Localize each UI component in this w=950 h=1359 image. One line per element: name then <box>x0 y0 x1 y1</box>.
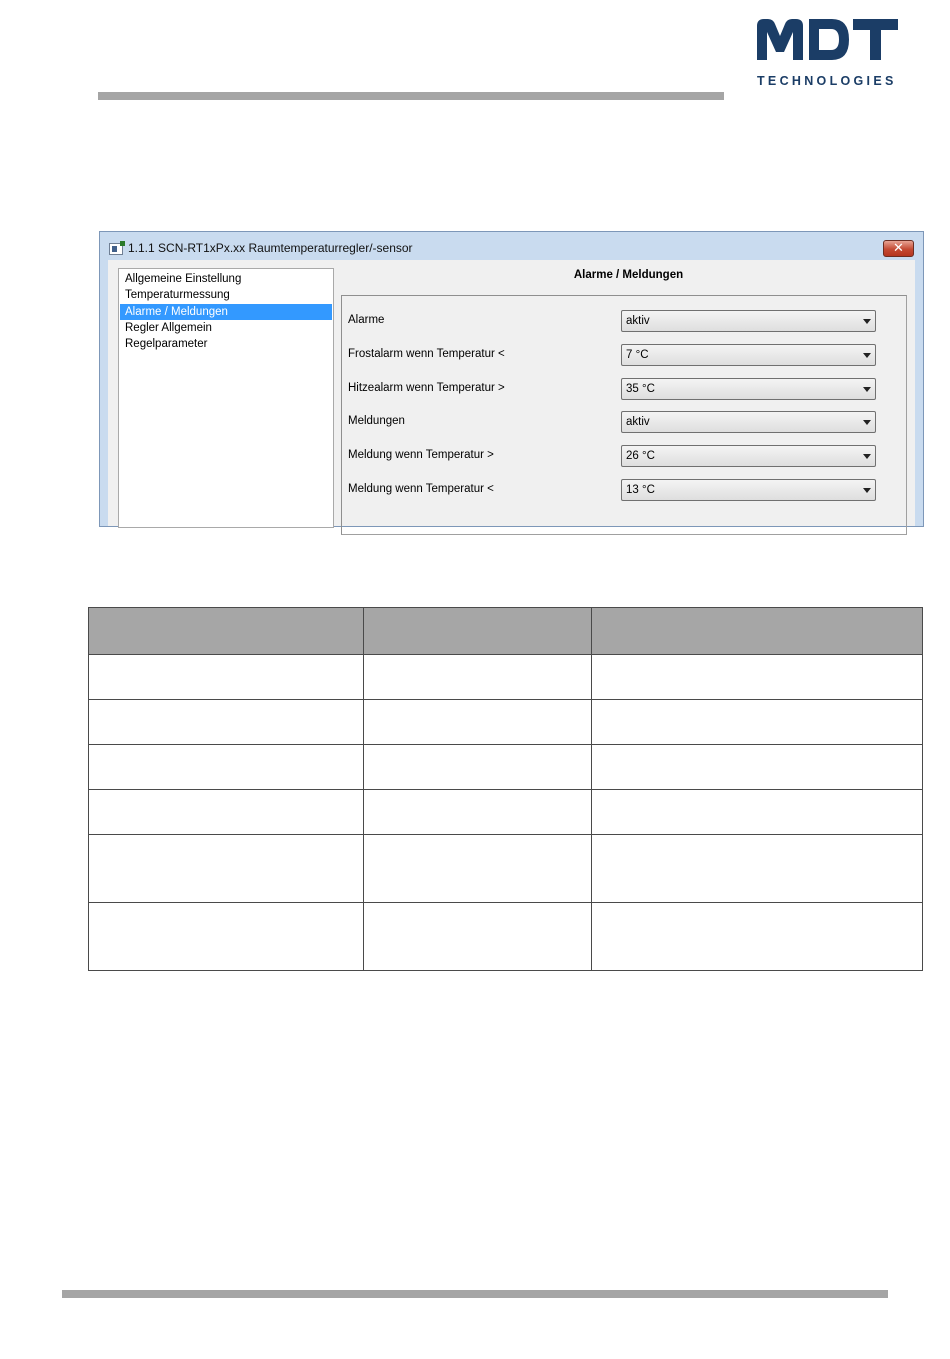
table-header-cell <box>89 608 364 655</box>
table-cell <box>592 655 923 700</box>
table-row <box>89 790 923 835</box>
table-cell <box>592 835 923 903</box>
frostalarm-select[interactable] <box>621 344 876 366</box>
table-cell <box>592 903 923 971</box>
param-row-hitzealarm <box>348 378 878 400</box>
table-cell <box>89 903 364 971</box>
table-row <box>89 655 923 700</box>
header-rule <box>98 92 724 100</box>
param-row-alarme <box>348 310 878 332</box>
select-value: 35 °C <box>626 383 655 395</box>
chevron-down-icon <box>863 319 871 324</box>
table-cell <box>363 655 592 700</box>
table-cell <box>363 790 592 835</box>
table-header-row <box>89 608 923 655</box>
parameter-table <box>88 607 923 971</box>
nav-item-regler-allgemein[interactable]: Regler Allgemein <box>125 321 212 334</box>
mdt-logo <box>756 18 901 90</box>
param-label: Meldung wenn Temperatur < <box>348 483 494 495</box>
select-value: aktiv <box>626 416 650 428</box>
footer-rule <box>62 1290 888 1298</box>
nav-item-allgemeine-einstellung[interactable]: Allgemeine Einstellung <box>125 273 242 285</box>
chevron-down-icon <box>863 353 871 358</box>
table-cell <box>89 835 364 903</box>
table-cell <box>89 745 364 790</box>
section-title: Alarme / Meldungen <box>573 269 684 281</box>
close-button[interactable]: ✕ <box>883 240 914 257</box>
table-row <box>89 700 923 745</box>
table-cell <box>363 745 592 790</box>
parameter-nav-list <box>118 268 334 528</box>
table-cell <box>363 700 592 745</box>
nav-item-alarme-meldungen[interactable]: Alarme / Meldungen <box>120 304 332 320</box>
nav-item-temperaturmessung[interactable]: Temperaturmessung <box>125 289 230 302</box>
meldung-groesser-select[interactable] <box>621 445 876 467</box>
param-label: Meldungen <box>348 415 405 427</box>
table-header-cell <box>363 608 592 655</box>
nav-item-regelparameter[interactable]: Regelparameter <box>125 338 208 351</box>
chevron-down-icon <box>863 488 871 493</box>
param-row-meldungen <box>348 411 878 433</box>
param-row-meldung-groesser <box>348 445 878 467</box>
chevron-down-icon <box>863 420 871 425</box>
table-cell <box>89 700 364 745</box>
hitzealarm-select[interactable] <box>621 378 876 400</box>
select-value: 26 °C <box>626 450 655 462</box>
table-cell <box>592 700 923 745</box>
table-header-cell <box>592 608 923 655</box>
table-cell <box>592 790 923 835</box>
window-app-icon <box>109 243 123 255</box>
window-title: 1.1.1 SCN-RT1xPx.xx Raumtemperaturregler/-sensor <box>128 241 413 255</box>
table-row <box>89 745 923 790</box>
window-client-area <box>108 260 915 526</box>
table-cell <box>592 745 923 790</box>
select-value: 13 °C <box>626 484 655 496</box>
param-label: Meldung wenn Temperatur > <box>348 449 494 461</box>
table-row <box>89 903 923 971</box>
parameter-panel <box>341 295 907 535</box>
param-label: Alarme <box>348 314 385 326</box>
logo-subtext: TECHNOLOGIES <box>757 74 897 88</box>
meldungen-select[interactable] <box>621 411 876 433</box>
table-cell <box>363 903 592 971</box>
param-label: Frostalarm wenn Temperatur < <box>348 348 505 360</box>
mdt-logo-mark <box>756 18 901 62</box>
table-row <box>89 835 923 903</box>
chevron-down-icon <box>863 387 871 392</box>
table-cell <box>89 655 364 700</box>
table-cell <box>89 790 364 835</box>
param-row-meldung-kleiner <box>348 479 878 501</box>
table-cell <box>363 835 592 903</box>
select-value: 7 °C <box>626 349 649 361</box>
parameter-window <box>99 231 924 527</box>
meldung-kleiner-select[interactable] <box>621 479 876 501</box>
chevron-down-icon <box>863 454 871 459</box>
alarme-select[interactable] <box>621 310 876 332</box>
select-value: aktiv <box>626 315 650 327</box>
param-label: Hitzealarm wenn Temperatur > <box>348 382 505 394</box>
param-row-frostalarm <box>348 344 878 366</box>
